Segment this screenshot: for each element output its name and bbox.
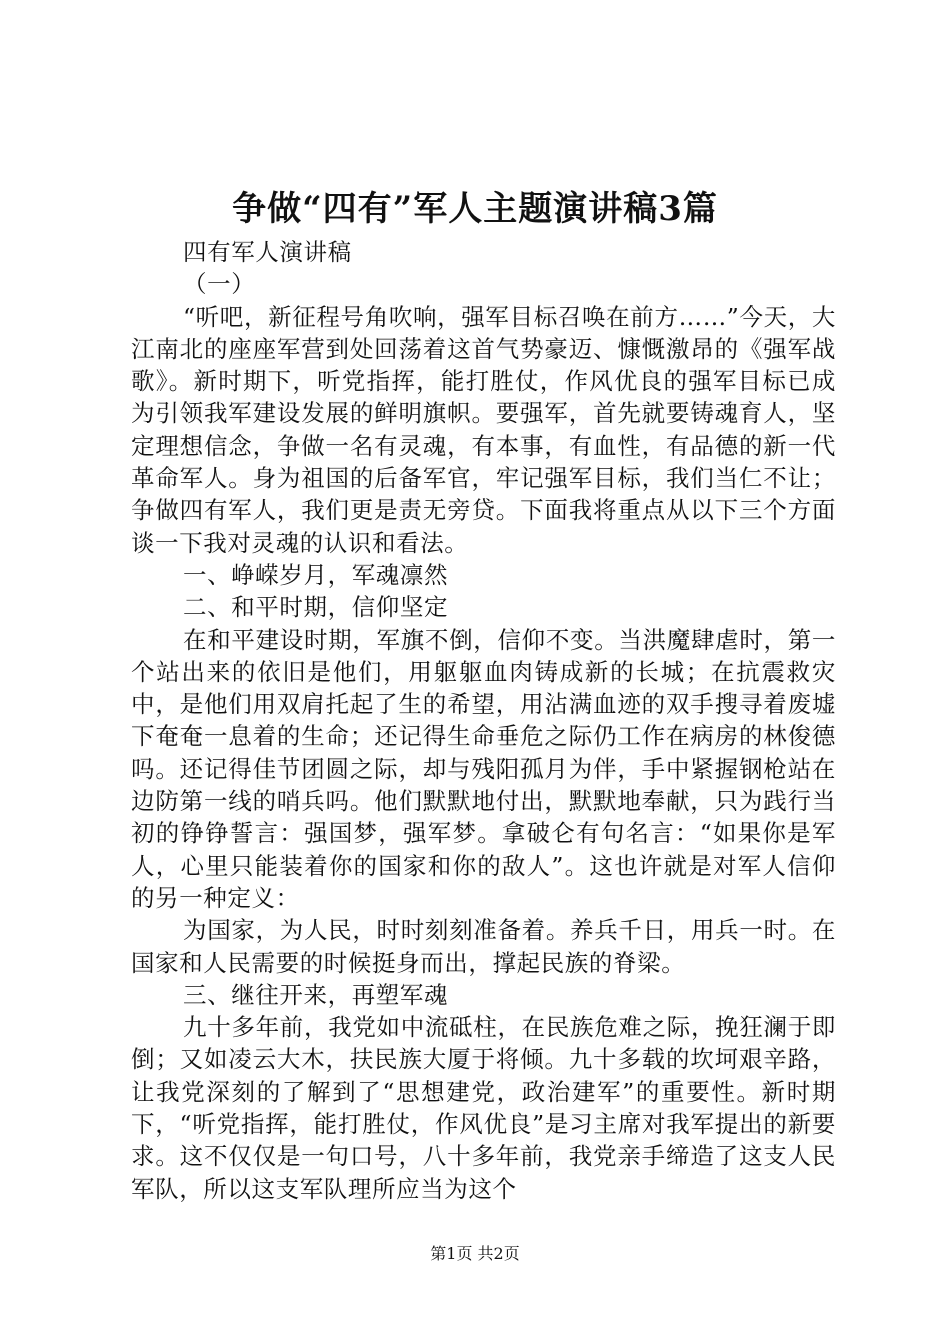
body-paragraph: 为国家，为人民，时时刻刻准备着。养兵千日，用兵一时。在国家和人民需要的时候挺身而出，撑起民族的脊梁。 <box>131 916 836 977</box>
body-paragraph: 在和平建设时期，军旗不倒，信仰不变。当洪魔肆虐时，第一个站出来的依旧是他们，用躯躯血肉铸成新的长城；在抗震救灾中，是他们用双肩托起了生的希望，用沾满血迹的双手搜寻着废墟下奄奄一息着的生命；还记得生命垂危之际仍工作在病房的林俊德吗。还记得佳节团圆之际，却与残阳孤月为伴，手中紧握钢枪站在边防第一线的哨兵吗。他们默默地付出，默默地奉献，只为践行当初的铮铮誓言：强国梦，强军梦。拿破仑有句名言：“如果你是军人，心里只能装着你的国家和你的敌人”。这也许就是对军人信仰的另一种定义： <box>131 625 836 912</box>
subheading: 三、继往开来，再塑军魂 <box>183 980 449 1009</box>
page-footer: 第1页 共2页 <box>430 1244 520 1263</box>
subheading: 二、和平时期，信仰坚定 <box>183 593 449 622</box>
document-body <box>131 236 836 1205</box>
body-paragraph: “听吧，新征程号角吹响，强军目标召唤在前方……”今天，大江南北的座座军营到处回荡着这首气势豪迈、慷慨激昂的《强军战歌》。新时期下，听党指挥，能打胜仗，作风优良的强军目标已成为引领我军建设发展的鲜明旗帜。要强军，首先就要铸魂育人，坚定理想信念，争做一名有灵魂，有本事，有血性，有品德的新一代革命军人。身为祖国的后备军官，牢记强军目标，我们当仁不让；争做四有军人，我们更是责无旁贷。下面我将重点从以下三个方面谈一下我对灵魂的认识和看法。 <box>131 302 836 557</box>
subheading: 一、峥嵘岁月，军魂凛然 <box>183 560 449 589</box>
body-paragraph: 九十多年前，我党如中流砥柱，在民族危难之际，挽狂澜于即倒；又如凌云大木，扶民族大厦于将倾。九十多载的坎坷艰辛路，让我党深刻的了解到了“思想建党，政治建军”的重要性。新时期下，“听党指挥，能打胜仗，作风优良”是习主席对我军提出的新要求。这不仅仅是一句口号，八十多年前，我党亲手缔造了这支人民军队，所以这支军队理所应当为这个 <box>131 1013 836 1203</box>
section-number: （一） <box>183 270 256 299</box>
document-title: 争做“四有”军人主题演讲稿3篇 <box>232 189 718 229</box>
section-heading: 四有军人演讲稿 <box>183 238 352 266</box>
